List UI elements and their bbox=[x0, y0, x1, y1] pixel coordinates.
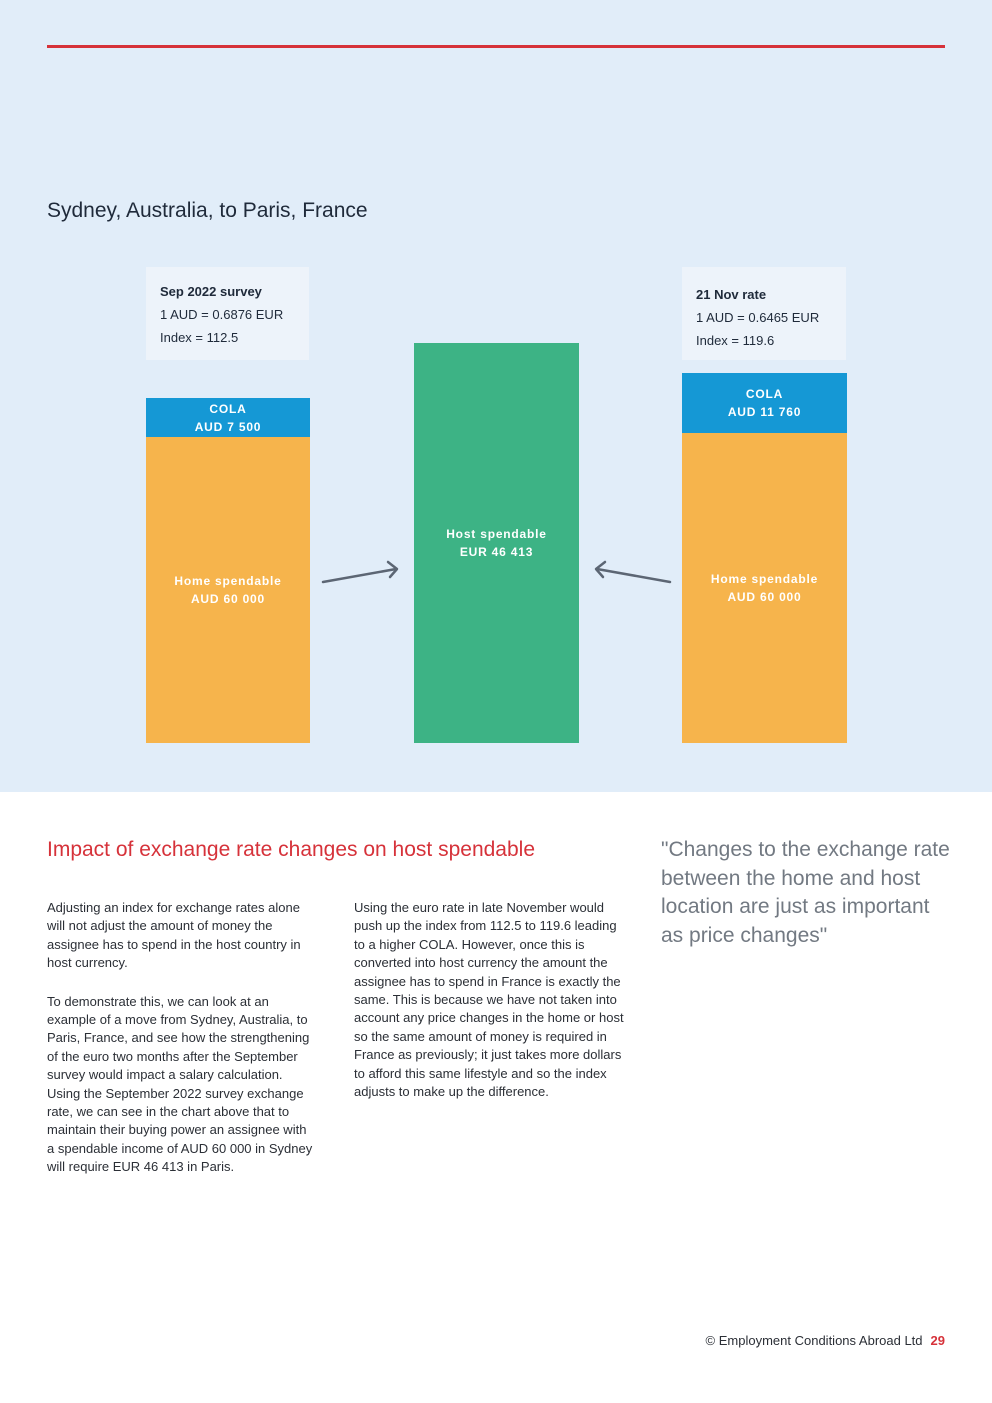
page-number: 29 bbox=[930, 1333, 945, 1348]
page-footer bbox=[706, 1333, 945, 1348]
bar-sep-cola bbox=[146, 398, 310, 437]
infobox-rate: 1 AUD = 0.6465 EUR bbox=[696, 310, 820, 325]
arrow-left-icon bbox=[590, 556, 676, 588]
header-rule bbox=[47, 45, 945, 48]
bar-host-spendable bbox=[414, 343, 579, 743]
paragraph: Adjusting an index for exchange rates alone will not adjust the amount of money the assignee has to spend in the host country in host currency. bbox=[47, 900, 301, 971]
section-title: Impact of exchange rate changes on host spendable bbox=[47, 838, 536, 861]
paragraph: Using the euro rate in late November would push up the index from 112.5 to 119.6 leading to a higher COLA. However, once this is converted into host currency the amount the assignee has to spend in France is exactly the same. This is because we have not taken into account any price changes in the home or host so the same amount of money is required in France as previously; it just takes more dollars to afford this same lifestyle and so the index adjusts to make up the difference. bbox=[354, 900, 624, 1100]
pull-quote: "Changes to the exchange rate between the home and host location are just as important as price changes" bbox=[661, 838, 950, 947]
infobox-rate: 1 AUD = 0.6876 EUR bbox=[160, 307, 284, 322]
bar-sep-home bbox=[146, 437, 310, 743]
copyright: © Employment Conditions Abroad Ltd bbox=[705, 1333, 923, 1348]
bar-value: AUD 60 000 bbox=[190, 592, 266, 606]
infobox-heading: Sep 2022 survey bbox=[160, 284, 262, 299]
infobox-index: Index = 119.6 bbox=[696, 333, 775, 348]
bar-label: Home spendable bbox=[710, 572, 819, 586]
paragraph: To demonstrate this, we can look at an example of a move from Sydney, Australia, to Paris, France, and see how the strengthening of the euro two months after the September survey would impact a salary calculation. Using the September 2022 survey exchange rate, we can see in the chart above that to maintain their buying power an assignee with a spendable income of AUD 60 000 in Sydney will require EUR 46 413 in Paris. bbox=[47, 993, 313, 1175]
bar-value: AUD 7 500 bbox=[194, 419, 262, 434]
body-column-right bbox=[354, 899, 624, 1121]
bar-nov-cola bbox=[682, 373, 847, 433]
bar-label: Host spendable bbox=[446, 527, 547, 541]
bar-value: AUD 60 000 bbox=[727, 590, 802, 604]
sep-survey-infobox bbox=[146, 267, 309, 360]
nov-rate-infobox bbox=[682, 267, 846, 360]
chart-title: Sydney, Australia, to Paris, France bbox=[47, 199, 368, 222]
infobox-index: Index = 112.5 bbox=[160, 330, 239, 345]
body-column-left bbox=[47, 899, 317, 1197]
bar-nov-home bbox=[682, 433, 847, 743]
infobox-heading: 21 Nov rate bbox=[696, 287, 767, 302]
bar-value: EUR 46 413 bbox=[459, 545, 534, 559]
bar-label: COLA bbox=[209, 401, 247, 416]
arrow-right-icon bbox=[318, 556, 404, 588]
bar-label: Home spendable bbox=[174, 574, 282, 588]
bar-label: COLA bbox=[745, 387, 784, 401]
bar-value: AUD 11 760 bbox=[727, 405, 802, 419]
